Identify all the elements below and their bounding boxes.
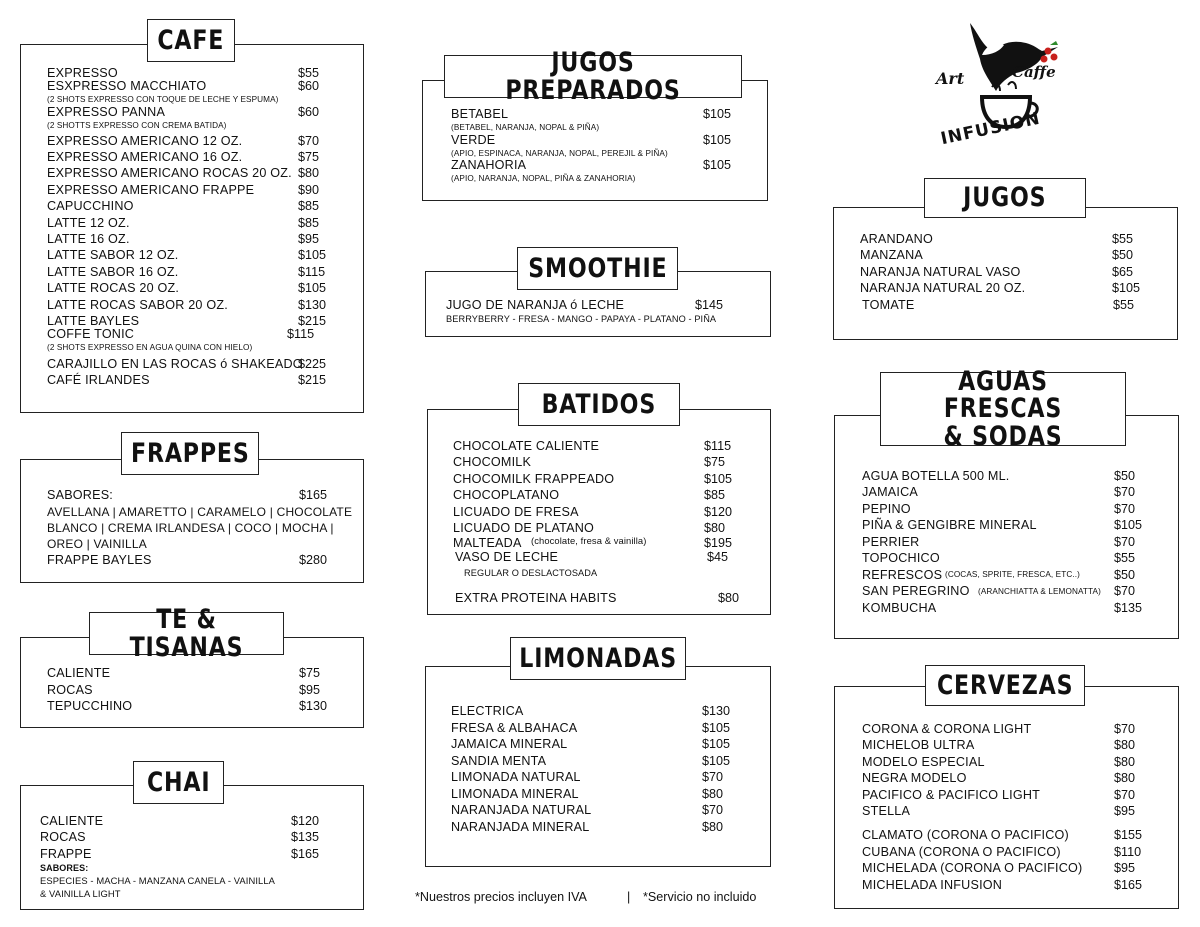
- menu-item: CAFÉ IRLANDES: [47, 373, 150, 387]
- item-price: $60: [298, 79, 320, 93]
- item-price: $70: [1114, 584, 1136, 598]
- art-caffe-infusion-logo: [930, 15, 1075, 155]
- menu-item: KOMBUCHA: [862, 601, 937, 615]
- item-price: $70: [702, 770, 724, 784]
- batidos-title: BATIDOS: [518, 383, 680, 426]
- menu-item: ZANAHORIA: [451, 158, 527, 172]
- menu-item: NARANJADA MINERAL: [451, 820, 590, 834]
- menu-item: FRAPPE: [40, 847, 92, 861]
- menu-item: VASO DE LECHE: [455, 550, 559, 564]
- item-price: $70: [1114, 485, 1136, 499]
- menu-item: NARANJA NATURAL VASO: [860, 265, 1021, 279]
- limonadas-title: LIMONADAS: [510, 637, 686, 680]
- item-inline-note: (ARANCHIATTA & LEMONATTA): [978, 587, 1101, 596]
- item-price: $115: [704, 439, 732, 453]
- menu-item: PIÑA & GENGIBRE MINERAL: [862, 518, 1037, 532]
- menu-item: ELECTRICA: [451, 704, 524, 718]
- smoothie-title: SMOOTHIE: [517, 247, 678, 290]
- menu-item: CLAMATO (CORONA O PACIFICO): [862, 828, 1069, 842]
- menu-item: ROCAS: [47, 683, 93, 697]
- menu-item: NEGRA MODELO: [862, 771, 967, 785]
- jugos-preparados-title: JUGOS PREPARADOS: [444, 55, 742, 98]
- item-price: $95: [299, 683, 321, 697]
- menu-item: AGUA BOTELLA 500 ML.: [862, 469, 1010, 483]
- item-price: $105: [702, 721, 731, 735]
- item-price: $90: [298, 183, 320, 197]
- menu-item: ESXPRESSO MACCHIATO: [47, 79, 207, 93]
- flavors-line: OREO | VAINILLA: [47, 537, 147, 551]
- menu-item: CHOCOLATE CALIENTE: [453, 439, 600, 453]
- item-price: $70: [298, 134, 320, 148]
- item-note: (BETABEL, NARANJA, NOPAL & PIÑA): [451, 123, 600, 132]
- item-price: $105: [702, 737, 731, 751]
- item-price: $80: [718, 591, 740, 605]
- menu-item: ARANDANO: [860, 232, 933, 246]
- te-title: TE & TISANAS: [89, 612, 284, 655]
- menu-item: MICHELADA (CORONA O PACIFICO): [862, 861, 1083, 875]
- item-price: $65: [1112, 265, 1134, 279]
- menu-item: MANZANA: [860, 248, 923, 262]
- item-price: $195: [704, 536, 733, 550]
- menu-item: JUGO DE NARANJA ó LECHE: [446, 298, 625, 312]
- menu-item: TOPOCHICO: [862, 551, 940, 565]
- menu-item: EXPRESSO AMERICANO FRAPPE: [47, 183, 255, 197]
- menu-item: PEPINO: [862, 502, 911, 516]
- item-note: (APIO, NARANJA, NOPAL, PIÑA & ZANAHORIA): [451, 174, 636, 183]
- menu-item: REFRESCOS: [862, 568, 943, 582]
- sabores-label: SABORES:: [40, 863, 89, 873]
- item-price: $55: [1114, 551, 1136, 565]
- item-price: $130: [702, 704, 731, 718]
- item-price: $80: [1114, 738, 1136, 752]
- menu-item: SAN PEREGRINO: [862, 584, 970, 598]
- menu-item: CAPUCCHINO: [47, 199, 134, 213]
- footer-servicio-note: *Servicio no incluido: [643, 890, 757, 904]
- flavors-line: AVELLANA | AMARETTO | CARAMELO | CHOCOLATE: [47, 505, 353, 519]
- menu-item: FRAPPE BAYLES: [47, 553, 152, 567]
- item-price: $105: [703, 133, 732, 147]
- item-price: $95: [298, 232, 320, 246]
- menu-item: MODELO ESPECIAL: [862, 755, 985, 769]
- item-note: (2 SHOTS EXPRESSO EN AGUA QUINA CON HIELO): [47, 343, 253, 352]
- item-price: $45: [707, 550, 729, 564]
- menu-item: EXPRESSO AMERICANO 12 OZ.: [47, 134, 243, 148]
- item-price: $165: [1114, 878, 1143, 892]
- item-price: $50: [1114, 469, 1136, 483]
- menu-item: ROCAS: [40, 830, 86, 844]
- item-price: $105: [298, 248, 327, 262]
- item-price: $75: [298, 150, 320, 164]
- item-price: $225: [298, 357, 327, 371]
- menu-item: LATTE BAYLES: [47, 314, 140, 328]
- item-price: $75: [704, 455, 726, 469]
- item-price: $135: [1114, 601, 1143, 615]
- item-price: $80: [1114, 771, 1136, 785]
- item-price: $105: [703, 107, 732, 121]
- menu-item: PACIFICO & PACIFICO LIGHT: [862, 788, 1041, 802]
- item-price: $105: [1114, 518, 1143, 532]
- menu-item: CORONA & CORONA LIGHT: [862, 722, 1032, 736]
- menu-item: COFFE TONIC: [47, 327, 135, 341]
- frappes-title: FRAPPES: [121, 432, 259, 475]
- menu-item: LATTE SABOR 16 OZ.: [47, 265, 179, 279]
- footer-iva-note: *Nuestros precios incluyen IVA: [415, 890, 587, 904]
- item-price: $135: [291, 830, 320, 844]
- menu-item: MALTEADA: [453, 536, 522, 550]
- logo-art-text: Art: [936, 69, 965, 88]
- menu-item: LATTE ROCAS 20 OZ.: [47, 281, 180, 295]
- menu-item: CHOCOPLATANO: [453, 488, 560, 502]
- item-price: $85: [298, 216, 320, 230]
- item-price: $105: [1112, 281, 1141, 295]
- item-price: $70: [702, 803, 724, 817]
- item-note: REGULAR O DESLACTOSADA: [464, 568, 598, 578]
- menu-item: STELLA: [862, 804, 911, 818]
- item-price: $80: [702, 787, 724, 801]
- menu-item: CHOCOMILK FRAPPEADO: [453, 472, 615, 486]
- item-price: $55: [1112, 232, 1134, 246]
- menu-item: JAMAICA: [862, 485, 918, 499]
- menu-item: CHOCOMILK: [453, 455, 532, 469]
- item-price: $50: [1114, 568, 1136, 582]
- item-price: $70: [1114, 535, 1136, 549]
- aguas-title: AGUAS FRESCAS & SODAS: [880, 372, 1126, 446]
- menu-item: LATTE SABOR 12 OZ.: [47, 248, 179, 262]
- item-price: $85: [704, 488, 726, 502]
- menu-item: LICUADO DE PLATANO: [453, 521, 594, 535]
- menu-item: LATTE 16 OZ.: [47, 232, 130, 246]
- item-price: $105: [704, 472, 733, 486]
- menu-item: MICHELADA INFUSION: [862, 878, 1003, 892]
- item-price: $130: [299, 699, 328, 713]
- item-price: $80: [1114, 755, 1136, 769]
- menu-item: CUBANA (CORONA O PACIFICO): [862, 845, 1061, 859]
- menu-item: LICUADO DE FRESA: [453, 505, 579, 519]
- menu-item: NARANJADA NATURAL: [451, 803, 592, 817]
- menu-item: PERRIER: [862, 535, 920, 549]
- menu-item: FRESA & ALBAHACA: [451, 721, 578, 735]
- item-price: $70: [1114, 722, 1136, 736]
- footer-separator: |: [627, 890, 631, 904]
- item-price: $55: [1113, 298, 1135, 312]
- item-price: $70: [1114, 788, 1136, 802]
- sabores-price: $165: [299, 488, 328, 502]
- menu-item: EXPRESSO: [47, 66, 118, 80]
- item-note: (2 SHOTTS EXPRESSO CON CREMA BATIDA): [47, 121, 227, 130]
- jugos-title: JUGOS: [924, 178, 1086, 218]
- item-price: $50: [1112, 248, 1134, 262]
- item-price: $85: [298, 199, 320, 213]
- item-price: $105: [702, 754, 731, 768]
- menu-item: MICHELOB ULTRA: [862, 738, 975, 752]
- logo-caffe-text: Caffe: [1012, 63, 1056, 81]
- logo-infusion-text: INFUSION: [939, 108, 1043, 150]
- item-price: $55: [298, 66, 320, 80]
- menu-item: LIMONADA MINERAL: [451, 787, 579, 801]
- menu-item: EXPRESSO AMERICANO 16 OZ.: [47, 150, 243, 164]
- item-price: $105: [298, 281, 327, 295]
- menu-item: EXPRESSO PANNA: [47, 105, 166, 119]
- item-price: $80: [704, 521, 726, 535]
- menu-item: JAMAICA MINERAL: [451, 737, 568, 751]
- cervezas-title: CERVEZAS: [925, 665, 1085, 706]
- flavors-line: BERRYBERRY - FRESA - MANGO - PAPAYA - PLATANO - PIÑA: [446, 314, 717, 324]
- chai-title: CHAI: [133, 761, 224, 804]
- flavors-line: & VAINILLA LIGHT: [40, 888, 121, 899]
- item-inline-note: (chocolate, fresa & vainilla): [531, 535, 647, 546]
- item-price: $120: [704, 505, 733, 519]
- item-price: $80: [702, 820, 724, 834]
- menu-item: EXPRESSO AMERICANO ROCAS 20 OZ.: [47, 166, 292, 180]
- item-inline-note: (COCAS, SPRITE, FRESCA, ETC..): [945, 570, 1080, 579]
- item-price: $165: [291, 847, 320, 861]
- menu-item: VERDE: [451, 133, 496, 147]
- menu-item: LATTE ROCAS SABOR 20 OZ.: [47, 298, 228, 312]
- item-price: $120: [291, 814, 320, 828]
- menu-item: CALIENTE: [47, 666, 111, 680]
- item-price: $145: [695, 298, 724, 312]
- item-price: $95: [1114, 861, 1136, 875]
- item-price: $155: [1114, 828, 1143, 842]
- item-price: $75: [299, 666, 321, 680]
- flavors-line: ESPECIES - MACHA - MANZANA CANELA - VAINILLA: [40, 875, 276, 886]
- menu-item: NARANJA NATURAL 20 OZ.: [860, 281, 1026, 295]
- item-price: $130: [298, 298, 327, 312]
- item-price: $70: [1114, 502, 1136, 516]
- menu-item: SANDIA MENTA: [451, 754, 547, 768]
- item-price: $280: [299, 553, 328, 567]
- item-price: $105: [703, 158, 732, 172]
- item-note: (2 SHOTS EXPRESSO CON TOQUE DE LECHE Y ESPUMA): [47, 95, 279, 104]
- cafe-title: CAFE: [147, 19, 235, 62]
- item-note: (APIO, ESPINACA, NARANJA, NOPAL, PEREJIL & PIÑA): [451, 149, 668, 158]
- item-price: $110: [1114, 845, 1142, 859]
- item-price: $215: [298, 373, 327, 387]
- item-price: $215: [298, 314, 327, 328]
- item-price: $115: [287, 327, 315, 341]
- menu-item: TEPUCCHINO: [47, 699, 133, 713]
- item-price: $115: [298, 265, 326, 279]
- menu-item: EXTRA PROTEINA HABITS: [455, 591, 617, 605]
- item-price: $80: [298, 166, 320, 180]
- item-price: $95: [1114, 804, 1136, 818]
- item-price: $60: [298, 105, 320, 119]
- menu-item: LATTE 12 OZ.: [47, 216, 130, 230]
- menu-item: CARAJILLO EN LAS ROCAS ó SHAKEADO: [47, 357, 303, 371]
- menu-item: CALIENTE: [40, 814, 104, 828]
- menu-item: TOMATE: [862, 298, 915, 312]
- sabores-label: SABORES:: [47, 488, 113, 502]
- flavors-line: BLANCO | CREMA IRLANDESA | COCO | MOCHA |: [47, 521, 334, 535]
- menu-item: BETABEL: [451, 107, 509, 121]
- menu-item: LIMONADA NATURAL: [451, 770, 581, 784]
